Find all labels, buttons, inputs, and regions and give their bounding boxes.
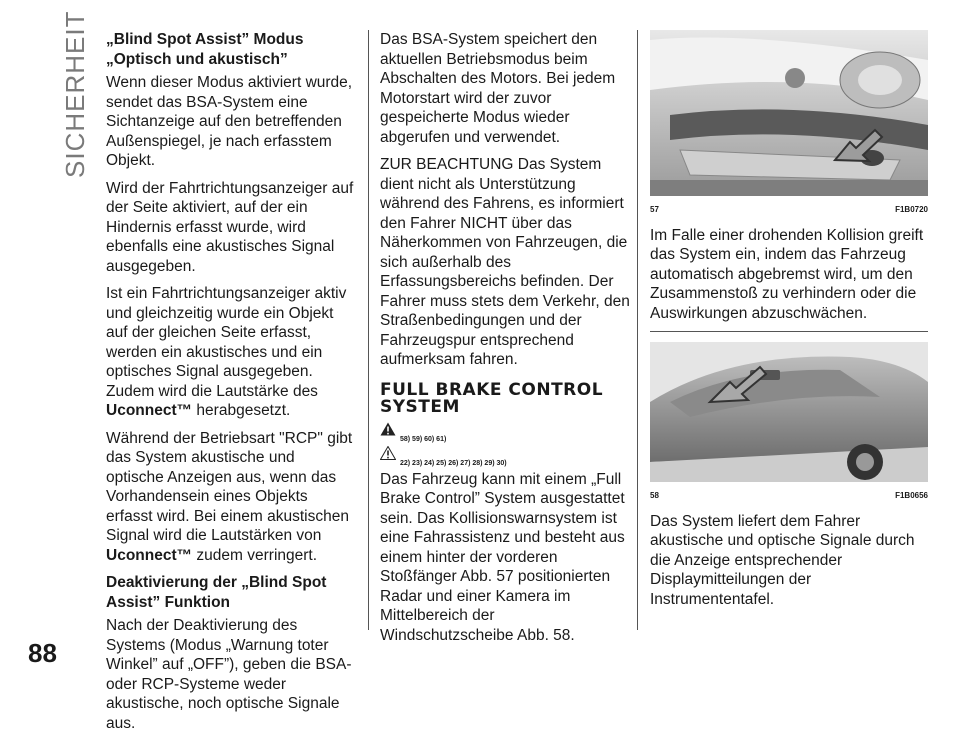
page-number: 88 bbox=[28, 638, 57, 668]
figure-code: F1B0656 bbox=[895, 491, 928, 500]
figure-number: 57 bbox=[650, 205, 659, 214]
figure-divider bbox=[650, 331, 928, 332]
paragraph: Das Fahrzeug kann mit einem „Full Brake Control” System ausgestattet sein. Das Kollisionswarnsystem ist eine Fahrassistenz und besteht aus einem hinter der vorderen Stoßfänger Abb. 57 positionierten Radar und einer Kamera im Mittelbereich der Windschutzscheibe Abb. 58. bbox=[380, 470, 625, 644]
figure-windshield-camera bbox=[650, 342, 928, 482]
column-middle bbox=[380, 30, 630, 653]
paragraph: Im Falle einer drohenden Kollision greift das System ein, indem das Fahrzeug automatisch abgebremst wird, um den Zusammenstoß zu verhindern oder die Auswirkungen abzuschwächen. bbox=[650, 226, 924, 322]
section-side-label: SICHERHEIT bbox=[60, 10, 90, 178]
brand-name: Uconnect™ bbox=[106, 546, 193, 564]
figure-front-bumper-radar bbox=[650, 30, 928, 196]
column-right bbox=[650, 30, 930, 617]
column-divider bbox=[637, 30, 638, 630]
paragraph: Wird der Fahrtrichtungsanzeiger auf der Seite aktiviert, auf der ein Hindernis erfasst wurde, wird ebenfalls eine akustisches Signal ausgegeben. bbox=[106, 179, 354, 275]
car-windshield-photo bbox=[650, 342, 928, 482]
caution-hand-icon bbox=[380, 446, 396, 460]
paragraph: Das System liefert dem Fahrer akustische und optische Signale durch die Anzeige entsprechender Displaymitteilungen der Instrumententafel. bbox=[650, 512, 915, 608]
section-title: FULL BRAKE CONTROL SYSTEM bbox=[380, 379, 604, 417]
column-divider bbox=[368, 30, 369, 630]
warning-reference-row: 58) 59) 60) 61) bbox=[380, 422, 630, 442]
paragraph: Wenn dieser Modus aktiviert wurde, sendet das BSA-System eine Sichtanzeige auf den betreffenden Außenspiegel, je nach erfasstem Objekt. bbox=[106, 74, 353, 169]
paragraph: Nach der Deaktivierung des Systems (Modus „Warnung toter Winkel” auf „OFF”), geben die BSA- oder RCP-Systeme weder akustische, noch optische Signale aus. bbox=[106, 617, 352, 732]
paragraph: Ist ein Fahrtrichtungsanzeiger aktiv und gleichzeitig wurde ein Objekt auf der gleichen Seite erfasst, werden ein akustisches und ein optisches Signal ausgegeben. Zudem wird die Lautstärke des Uconnect™ herabgesetzt. bbox=[106, 285, 347, 419]
figure-caption bbox=[650, 486, 928, 506]
subheading-optical-acoustic: „Blind Spot Assist” Modus „Optisch und akustisch” bbox=[106, 31, 304, 68]
warning-triangle-icon bbox=[380, 422, 396, 436]
figure-caption bbox=[650, 200, 928, 220]
paragraph: ZUR BEACHTUNG Das System dient nicht als Unterstützung während des Fahrens, es informiert den Fahrer NICHT über das Näherkommen von Fahrzeugen, die sich außerhalb des Erfassungsbereichs befinden. Der Fahrer muss stets dem Verkehr, den Straßenbedingungen und der Fahrzeugspur entsprechend aufmerksam fahren. bbox=[380, 156, 630, 368]
column-left bbox=[106, 30, 356, 741]
paragraph: Während der Betriebsart "RCP" gibt das System akustische und optische Anzeigen aus, wenn das Vorhandensein eines Objekts erfasst wird. Bei einem akustischen Signal wird die Lautstärken von Uconnect™ zudem verringert. bbox=[106, 429, 353, 564]
brand-name: Uconnect™ bbox=[106, 402, 193, 419]
paragraph: Das BSA-System speichert den aktuellen Betriebsmodus beim Abschalten des Motors. Bei jedem Motorstart wird der zuvor gespeicherte Modus wieder abgerufen und verwendet. bbox=[380, 31, 616, 146]
figure-code: F1B0720 bbox=[895, 205, 928, 214]
caution-reference-row: 22) 23) 24) 25) 26) 27) 28) 29) 30) bbox=[380, 446, 630, 466]
subheading-deactivation: Deaktivierung der „Blind Spot Assist” Funktion bbox=[106, 574, 327, 611]
figure-number: 58 bbox=[650, 491, 659, 500]
car-front-photo bbox=[650, 30, 928, 196]
